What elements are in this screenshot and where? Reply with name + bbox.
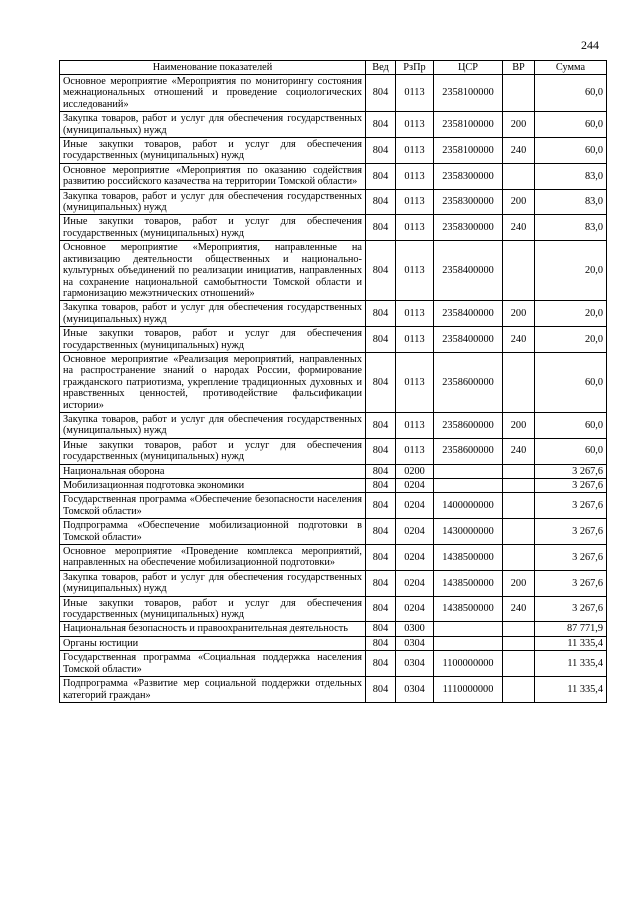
- table-row: [60, 519, 607, 545]
- cell-vr: [503, 352, 535, 412]
- cell-rzpr: 0113: [396, 163, 434, 189]
- cell-vr: [503, 677, 535, 703]
- cell-csr: 2358300000: [434, 189, 503, 215]
- cell-vr: 240: [503, 215, 535, 241]
- cell-csr: 2358300000: [434, 163, 503, 189]
- cell-rzpr: 0113: [396, 438, 434, 464]
- cell-rzpr: 0113: [396, 301, 434, 327]
- table-row: [60, 651, 607, 677]
- cell-name: Органы юстиции: [60, 636, 366, 650]
- cell-rzpr: 0113: [396, 241, 434, 301]
- cell-rzpr: 0113: [396, 215, 434, 241]
- cell-ved: 804: [366, 677, 396, 703]
- cell-rzpr: 0113: [396, 112, 434, 138]
- cell-sum: 11 335,4: [535, 677, 607, 703]
- cell-rzpr: 0304: [396, 651, 434, 677]
- cell-ved: 804: [366, 352, 396, 412]
- cell-name: Иные закупки товаров, работ и услуг для обеспечения государственных (муниципальных) нужд: [60, 327, 366, 353]
- cell-sum: 3 267,6: [535, 464, 607, 478]
- table-row: [60, 464, 607, 478]
- table-row: [60, 596, 607, 622]
- column-header-rzpr: РзПр: [396, 61, 434, 75]
- cell-vr: [503, 163, 535, 189]
- table-row: [60, 479, 607, 493]
- cell-vr: 240: [503, 327, 535, 353]
- cell-sum: 3 267,6: [535, 493, 607, 519]
- table-row: [60, 622, 607, 636]
- cell-rzpr: 0300: [396, 622, 434, 636]
- cell-vr: 200: [503, 570, 535, 596]
- cell-ved: 804: [366, 519, 396, 545]
- cell-csr: 2358600000: [434, 352, 503, 412]
- cell-ved: 804: [366, 412, 396, 438]
- cell-rzpr: 0204: [396, 519, 434, 545]
- cell-csr: 2358400000: [434, 327, 503, 353]
- cell-ved: 804: [366, 479, 396, 493]
- cell-vr: 240: [503, 596, 535, 622]
- cell-vr: [503, 479, 535, 493]
- table-header-row: [60, 61, 607, 75]
- cell-rzpr: 0304: [396, 636, 434, 650]
- cell-name: Закупка товаров, работ и услуг для обеспечения государственных (муниципальных) нужд: [60, 112, 366, 138]
- cell-rzpr: 0200: [396, 464, 434, 478]
- table-row: [60, 112, 607, 138]
- cell-csr: 1430000000: [434, 519, 503, 545]
- cell-vr: 200: [503, 301, 535, 327]
- cell-rzpr: 0204: [396, 493, 434, 519]
- table-row: [60, 677, 607, 703]
- cell-sum: 60,0: [535, 412, 607, 438]
- cell-vr: [503, 622, 535, 636]
- cell-ved: 804: [366, 596, 396, 622]
- cell-vr: [503, 651, 535, 677]
- cell-sum: 83,0: [535, 215, 607, 241]
- cell-sum: 3 267,6: [535, 570, 607, 596]
- cell-csr: 2358400000: [434, 301, 503, 327]
- cell-vr: [503, 493, 535, 519]
- column-header-ved: Вед: [366, 61, 396, 75]
- cell-vr: 240: [503, 138, 535, 164]
- cell-csr: 1110000000: [434, 677, 503, 703]
- cell-ved: 804: [366, 327, 396, 353]
- table-row: [60, 412, 607, 438]
- cell-sum: 60,0: [535, 138, 607, 164]
- column-header-sum: Сумма: [535, 61, 607, 75]
- cell-sum: 20,0: [535, 327, 607, 353]
- cell-name: Основное мероприятие «Проведение комплекса мероприятий, направленных на обеспечение мобилизационной подготовки»: [60, 545, 366, 571]
- cell-csr: 2358600000: [434, 438, 503, 464]
- cell-csr: [434, 636, 503, 650]
- page-number: 244: [581, 38, 599, 52]
- cell-name: Национальная безопасность и правоохранительная деятельность: [60, 622, 366, 636]
- cell-vr: [503, 464, 535, 478]
- cell-rzpr: 0113: [396, 75, 434, 112]
- cell-rzpr: 0204: [396, 479, 434, 493]
- table-row: [60, 189, 607, 215]
- cell-sum: 87 771,9: [535, 622, 607, 636]
- cell-vr: 240: [503, 438, 535, 464]
- cell-name: Иные закупки товаров, работ и услуг для обеспечения государственных (муниципальных) нужд: [60, 138, 366, 164]
- cell-name: Основное мероприятие «Реализация мероприятий, направленных на распространение знаний о народах России, формирование гражданского патриотизма, укрепление традиционных духовных и нравственных ценностей, противодействие фальсификации истории»: [60, 352, 366, 412]
- cell-rzpr: 0113: [396, 327, 434, 353]
- cell-vr: [503, 241, 535, 301]
- cell-csr: [434, 464, 503, 478]
- table-row: [60, 215, 607, 241]
- table-row: [60, 75, 607, 112]
- cell-name: Национальная оборона: [60, 464, 366, 478]
- cell-rzpr: 0204: [396, 545, 434, 571]
- cell-sum: 11 335,4: [535, 651, 607, 677]
- cell-rzpr: 0113: [396, 412, 434, 438]
- cell-name: Мобилизационная подготовка экономики: [60, 479, 366, 493]
- column-header-csr: ЦСР: [434, 61, 503, 75]
- cell-ved: 804: [366, 438, 396, 464]
- column-header-name: Наименование показателей: [60, 61, 366, 75]
- cell-rzpr: 0204: [396, 570, 434, 596]
- cell-sum: 83,0: [535, 163, 607, 189]
- cell-sum: 3 267,6: [535, 479, 607, 493]
- cell-name: Иные закупки товаров, работ и услуг для обеспечения государственных (муниципальных) нужд: [60, 438, 366, 464]
- cell-ved: 804: [366, 163, 396, 189]
- cell-ved: 804: [366, 622, 396, 636]
- cell-rzpr: 0113: [396, 189, 434, 215]
- cell-ved: 804: [366, 570, 396, 596]
- cell-sum: 60,0: [535, 75, 607, 112]
- cell-ved: 804: [366, 464, 396, 478]
- cell-name: Закупка товаров, работ и услуг для обеспечения государственных (муниципальных) нужд: [60, 570, 366, 596]
- cell-name: Иные закупки товаров, работ и услуг для обеспечения государственных (муниципальных) нужд: [60, 215, 366, 241]
- cell-csr: 2358100000: [434, 112, 503, 138]
- cell-ved: 804: [366, 651, 396, 677]
- cell-rzpr: 0304: [396, 677, 434, 703]
- cell-rzpr: 0204: [396, 596, 434, 622]
- cell-ved: 804: [366, 493, 396, 519]
- cell-csr: [434, 622, 503, 636]
- cell-csr: 1100000000: [434, 651, 503, 677]
- cell-csr: 2358100000: [434, 138, 503, 164]
- cell-rzpr: 0113: [396, 138, 434, 164]
- table-row: [60, 545, 607, 571]
- table-row: [60, 138, 607, 164]
- cell-ved: 804: [366, 189, 396, 215]
- cell-name: Основное мероприятие «Мероприятия, направленные на активизацию деятельности общественных и национально-культурных объединений по реализации инициатив, направленных на сохранение национальной самобытности Томской области и гармонизацию межэтнических отношений»: [60, 241, 366, 301]
- cell-name: Государственная программа «Обеспечение безопасности населения Томской области»: [60, 493, 366, 519]
- cell-sum: 3 267,6: [535, 545, 607, 571]
- cell-vr: 200: [503, 112, 535, 138]
- table-row: [60, 163, 607, 189]
- cell-csr: 2358400000: [434, 241, 503, 301]
- column-header-vr: ВР: [503, 61, 535, 75]
- cell-sum: 60,0: [535, 352, 607, 412]
- table-row: [60, 327, 607, 353]
- cell-ved: 804: [366, 301, 396, 327]
- cell-csr: 1438500000: [434, 596, 503, 622]
- cell-vr: [503, 545, 535, 571]
- table-row: [60, 636, 607, 650]
- cell-rzpr: 0113: [396, 352, 434, 412]
- cell-sum: 20,0: [535, 241, 607, 301]
- table-row: [60, 352, 607, 412]
- table-row: [60, 438, 607, 464]
- cell-name: Подпрограмма «Обеспечение мобилизационной подготовки в Томской области»: [60, 519, 366, 545]
- cell-vr: 200: [503, 189, 535, 215]
- cell-name: Государственная программа «Социальная поддержка населения Томской области»: [60, 651, 366, 677]
- cell-ved: 804: [366, 138, 396, 164]
- cell-name: Закупка товаров, работ и услуг для обеспечения государственных (муниципальных) нужд: [60, 189, 366, 215]
- cell-name: Подпрограмма «Развитие мер социальной поддержки отдельных категорий граждан»: [60, 677, 366, 703]
- cell-csr: [434, 479, 503, 493]
- table-row: [60, 493, 607, 519]
- cell-vr: [503, 75, 535, 112]
- cell-name: Иные закупки товаров, работ и услуг для обеспечения государственных (муниципальных) нужд: [60, 596, 366, 622]
- cell-vr: 200: [503, 412, 535, 438]
- cell-sum: 60,0: [535, 438, 607, 464]
- cell-csr: 2358100000: [434, 75, 503, 112]
- cell-name: Закупка товаров, работ и услуг для обеспечения государственных (муниципальных) нужд: [60, 412, 366, 438]
- cell-ved: 804: [366, 636, 396, 650]
- table-row: [60, 301, 607, 327]
- cell-ved: 804: [366, 241, 396, 301]
- cell-name: Основное мероприятие «Мероприятия по оказанию содействия развитию российского казачества на территории Томской области»: [60, 163, 366, 189]
- cell-ved: 804: [366, 545, 396, 571]
- cell-csr: 1438500000: [434, 545, 503, 571]
- cell-sum: 60,0: [535, 112, 607, 138]
- cell-sum: 20,0: [535, 301, 607, 327]
- cell-sum: 11 335,4: [535, 636, 607, 650]
- cell-ved: 804: [366, 75, 396, 112]
- cell-vr: [503, 519, 535, 545]
- cell-sum: 3 267,6: [535, 519, 607, 545]
- cell-name: Закупка товаров, работ и услуг для обеспечения государственных (муниципальных) нужд: [60, 301, 366, 327]
- cell-csr: 2358600000: [434, 412, 503, 438]
- cell-csr: 2358300000: [434, 215, 503, 241]
- cell-vr: [503, 636, 535, 650]
- cell-csr: 1438500000: [434, 570, 503, 596]
- table-row: [60, 570, 607, 596]
- cell-name: Основное мероприятие «Мероприятия по мониторингу состояния межнациональных отношений и проведение социологических исследований»: [60, 75, 366, 112]
- cell-csr: 1400000000: [434, 493, 503, 519]
- table-body: [60, 75, 607, 703]
- budget-table: [59, 60, 607, 703]
- cell-sum: 83,0: [535, 189, 607, 215]
- cell-sum: 3 267,6: [535, 596, 607, 622]
- cell-ved: 804: [366, 112, 396, 138]
- table-row: [60, 241, 607, 301]
- cell-ved: 804: [366, 215, 396, 241]
